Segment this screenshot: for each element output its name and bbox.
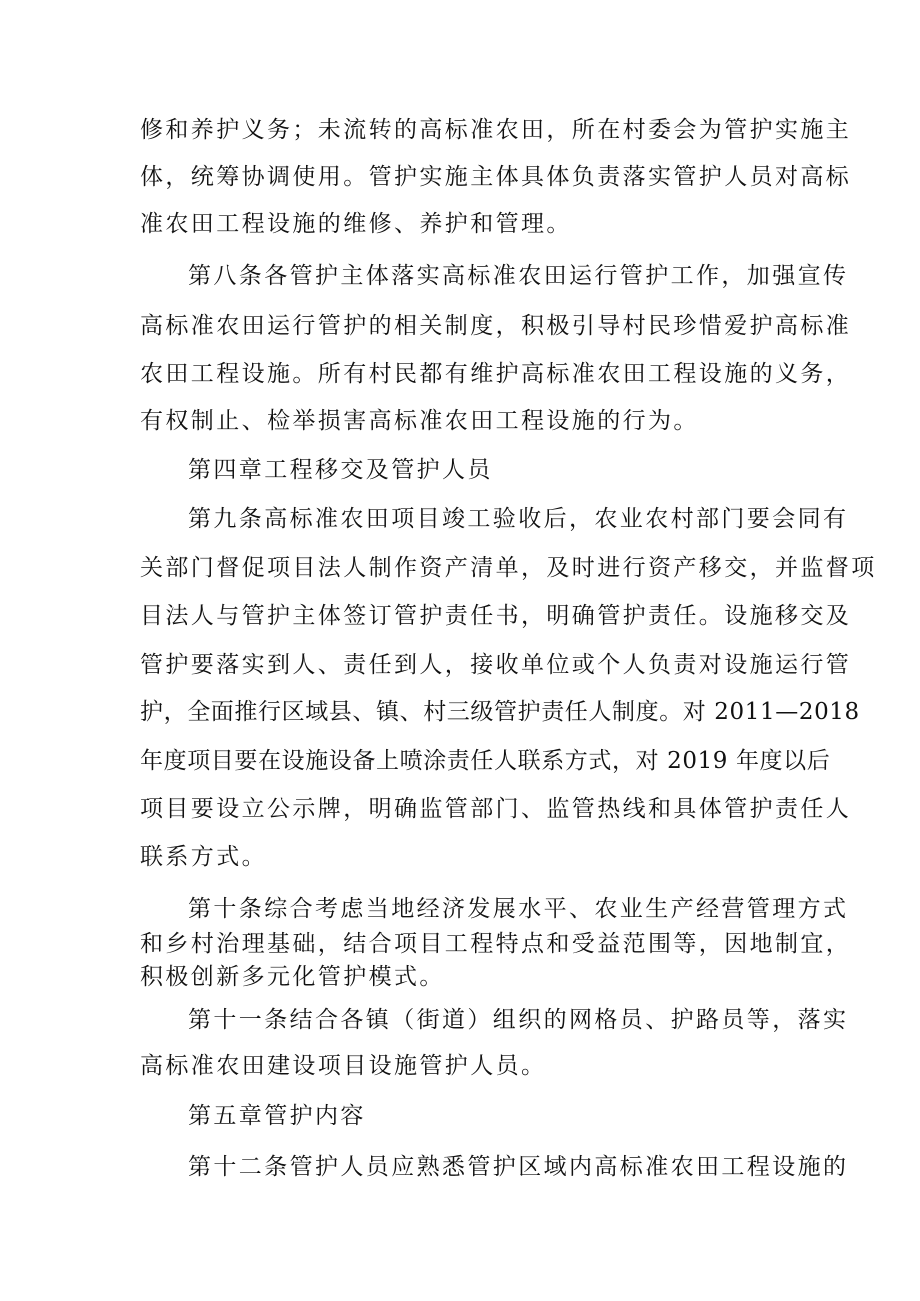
text-line: 联系方式。	[140, 844, 267, 870]
text-line: 农田工程设施。所有村民都有维护高标准农田工程设施的义务，	[140, 361, 852, 387]
text-line: 管护要落实到人、责任到人，接收单位或个人负责对设施运行管	[140, 652, 852, 678]
text-line: 高标准农田建设项目设施管护人员。	[140, 1053, 547, 1079]
text-line: 第十二条管护人员应熟悉管护区域内高标准农田工程设施的	[188, 1154, 849, 1180]
text-line: 和乡村治理基础，结合项目工程特点和受益范围等，因地制宜，	[140, 931, 852, 957]
text-line: 关部门督促项目法人制作资产清单，及时进行资产移交，并监督项	[140, 555, 877, 581]
chapter-heading: 第四章工程移交及管护人员	[188, 457, 493, 483]
text-line: 第八条各管护主体落实高标准农田运行管护工作，加强宣传	[188, 263, 849, 289]
text-line: 第九条高标准农田项目竣工验收后，农业农村部门要会同有	[188, 506, 849, 532]
text-line: 积极创新多元化管护模式。	[140, 964, 445, 990]
text-line: 目法人与管护主体签订管护责任书，明确管护责任。设施移交及	[140, 603, 852, 629]
text-line: 修和养护义务；未流转的高标准农田，所在村委会为管护实施主	[140, 117, 852, 143]
text-line: 高标准农田运行管护的相关制度，积极引导村民珍惜爱护高标准	[140, 313, 852, 339]
text-line: 第十条综合考虑当地经济发展水平、农业生产经营管理方式	[188, 896, 849, 922]
text-line: 项目要设立公示牌，明确监管部门、监管热线和具体管护责任人	[140, 796, 852, 822]
text-line: 第十一条结合各镇（街道）组织的网格员、护路员等，落实	[188, 1007, 849, 1033]
text-line: 护，全面推行区域县、镇、村三级管护责任人制度。对 2011—2018	[140, 699, 860, 725]
text-line: 体，统筹协调使用。管护实施主体具体负责落实管护人员对高标	[140, 164, 852, 190]
text-line: 准农田工程设施的维修、养护和管理。	[140, 211, 572, 237]
text-line: 年度项目要在设施设备上喷涂责任人联系方式，对 2019 年度以后	[140, 748, 831, 774]
chapter-heading: 第五章管护内容	[188, 1103, 366, 1129]
text-line: 有权制止、检举损害高标准农田工程设施的行为。	[140, 408, 699, 434]
